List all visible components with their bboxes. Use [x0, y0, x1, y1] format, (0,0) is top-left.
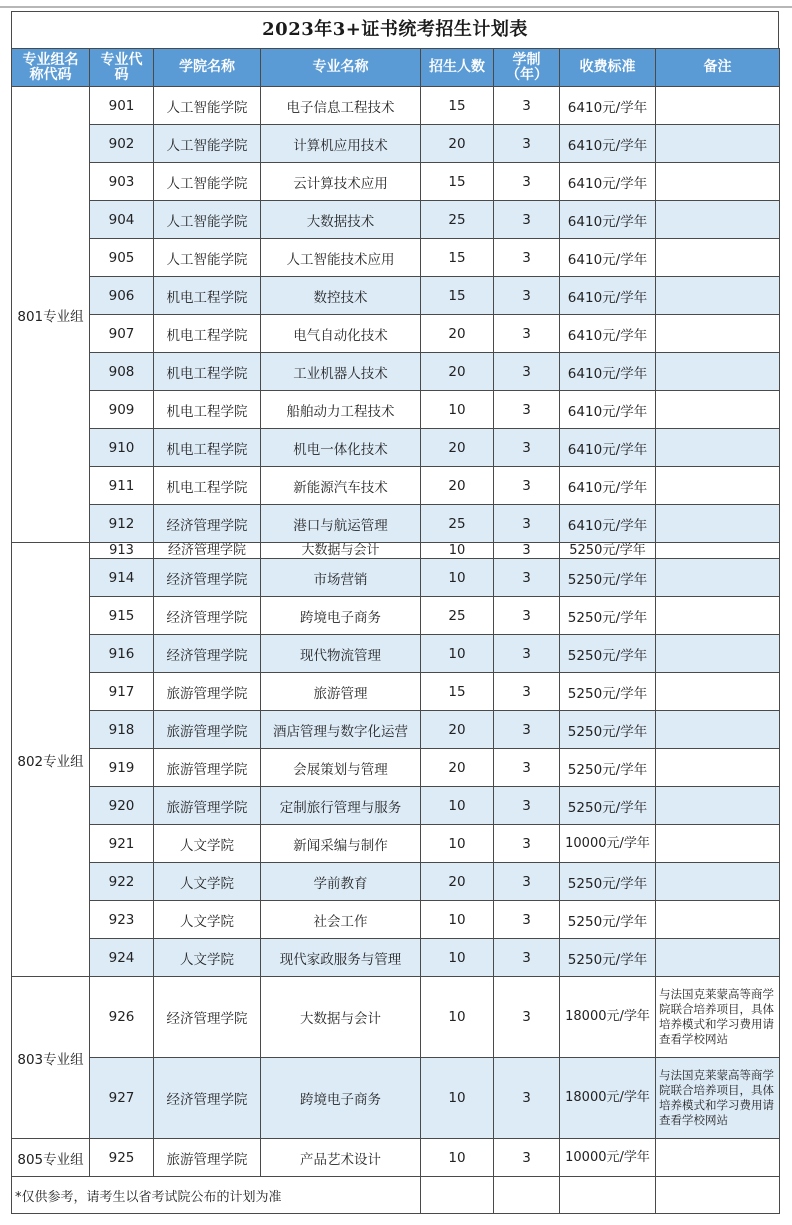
fee-cell: 6410元/学年	[560, 391, 656, 429]
years-cell: 3	[494, 391, 560, 429]
college-cell: 机电工程学院	[154, 391, 261, 429]
note-cell	[656, 543, 780, 559]
table-row	[12, 901, 780, 939]
group-code-cell: 803专业组	[12, 977, 90, 1139]
note-cell	[656, 391, 780, 429]
count-cell: 10	[421, 787, 494, 825]
fee-cell: 5250元/学年	[560, 901, 656, 939]
college-cell: 人文学院	[154, 825, 261, 863]
college-cell: 机电工程学院	[154, 467, 261, 505]
table-row	[12, 863, 780, 901]
college-cell: 人工智能学院	[154, 239, 261, 277]
count-cell: 10	[421, 901, 494, 939]
table-title: 2023年3+证书统考招生计划表	[11, 11, 779, 48]
fee-cell: 6410元/学年	[560, 201, 656, 239]
fee-cell: 18000元/学年	[560, 977, 656, 1058]
major-name-cell: 现代物流管理	[261, 635, 421, 673]
table-row	[12, 505, 780, 543]
footnote-empty-cell	[656, 1177, 780, 1214]
footnote-empty-cell	[421, 1177, 494, 1214]
note-cell	[656, 597, 780, 635]
count-cell: 20	[421, 353, 494, 391]
years-cell: 3	[494, 467, 560, 505]
fee-cell: 6410元/学年	[560, 163, 656, 201]
count-cell: 10	[421, 559, 494, 597]
note-cell	[656, 315, 780, 353]
count-cell: 10	[421, 1139, 494, 1177]
college-cell: 旅游管理学院	[154, 711, 261, 749]
years-cell: 3	[494, 87, 560, 125]
table-row	[12, 429, 780, 467]
college-cell: 旅游管理学院	[154, 749, 261, 787]
major-name-cell: 酒店管理与数字化运营	[261, 711, 421, 749]
fee-cell: 6410元/学年	[560, 315, 656, 353]
count-cell: 25	[421, 505, 494, 543]
college-cell: 机电工程学院	[154, 277, 261, 315]
count-cell: 10	[421, 1058, 494, 1139]
count-cell: 20	[421, 711, 494, 749]
years-cell: 3	[494, 635, 560, 673]
count-cell: 15	[421, 163, 494, 201]
fee-cell: 6410元/学年	[560, 505, 656, 543]
count-cell: 20	[421, 125, 494, 163]
major-name-cell: 跨境电子商务	[261, 1058, 421, 1139]
major-name-cell: 大数据与会计	[261, 977, 421, 1058]
count-cell: 10	[421, 635, 494, 673]
major-name-cell: 大数据与会计	[261, 543, 421, 559]
college-cell: 机电工程学院	[154, 429, 261, 467]
table-row	[12, 391, 780, 429]
major-name-cell: 机电一体化技术	[261, 429, 421, 467]
years-cell: 3	[494, 429, 560, 467]
count-cell: 15	[421, 239, 494, 277]
major-code-cell: 918	[90, 711, 154, 749]
table-row	[12, 597, 780, 635]
college-cell: 经济管理学院	[154, 1058, 261, 1139]
years-cell: 3	[494, 125, 560, 163]
fee-cell: 6410元/学年	[560, 353, 656, 391]
note-cell	[656, 673, 780, 711]
major-name-cell: 新能源汽车技术	[261, 467, 421, 505]
note-cell	[656, 353, 780, 391]
table-row	[12, 825, 780, 863]
years-cell: 3	[494, 863, 560, 901]
college-cell: 人文学院	[154, 939, 261, 977]
major-name-cell: 数控技术	[261, 277, 421, 315]
fee-cell: 6410元/学年	[560, 277, 656, 315]
years-cell: 3	[494, 787, 560, 825]
count-cell: 20	[421, 749, 494, 787]
table-row	[12, 977, 780, 1058]
fee-cell: 5250元/学年	[560, 543, 656, 559]
major-code-cell: 916	[90, 635, 154, 673]
years-cell: 3	[494, 939, 560, 977]
count-cell: 20	[421, 315, 494, 353]
major-code-cell: 919	[90, 749, 154, 787]
note-cell: 与法国克莱蒙高等商学院联合培养项目，具体培养模式和学习费用请查看学校网站	[656, 1058, 780, 1139]
table-row	[12, 787, 780, 825]
table-body	[12, 87, 780, 1177]
fee-cell: 5250元/学年	[560, 635, 656, 673]
major-name-cell: 现代家政服务与管理	[261, 939, 421, 977]
major-name-cell: 云计算技术应用	[261, 163, 421, 201]
college-cell: 经济管理学院	[154, 505, 261, 543]
note-cell	[656, 467, 780, 505]
table-row	[12, 239, 780, 277]
years-cell: 3	[494, 559, 560, 597]
years-cell: 3	[494, 315, 560, 353]
fee-cell: 10000元/学年	[560, 1139, 656, 1177]
count-cell: 10	[421, 391, 494, 429]
college-cell: 人文学院	[154, 863, 261, 901]
major-name-cell: 电气自动化技术	[261, 315, 421, 353]
top-rule	[0, 6, 792, 8]
table-row	[12, 1139, 780, 1177]
fee-cell: 18000元/学年	[560, 1058, 656, 1139]
major-name-cell: 计算机应用技术	[261, 125, 421, 163]
major-code-cell: 925	[90, 1139, 154, 1177]
header-fee: 收费标准	[560, 49, 656, 87]
major-name-cell: 新闻采编与制作	[261, 825, 421, 863]
table-row	[12, 635, 780, 673]
years-cell: 3	[494, 505, 560, 543]
major-name-cell: 人工智能技术应用	[261, 239, 421, 277]
count-cell: 10	[421, 977, 494, 1058]
college-cell: 经济管理学院	[154, 543, 261, 559]
count-cell: 10	[421, 939, 494, 977]
college-cell: 机电工程学院	[154, 315, 261, 353]
note-cell	[656, 429, 780, 467]
fee-cell: 5250元/学年	[560, 787, 656, 825]
count-cell: 10	[421, 825, 494, 863]
years-cell: 3	[494, 277, 560, 315]
major-name-cell: 社会工作	[261, 901, 421, 939]
major-code-cell: 906	[90, 277, 154, 315]
major-name-cell: 旅游管理	[261, 673, 421, 711]
note-cell	[656, 787, 780, 825]
college-cell: 人文学院	[154, 901, 261, 939]
college-cell: 人工智能学院	[154, 163, 261, 201]
major-code-cell: 910	[90, 429, 154, 467]
note-cell	[656, 825, 780, 863]
count-cell: 10	[421, 543, 494, 559]
major-code-cell: 901	[90, 87, 154, 125]
table-row	[12, 315, 780, 353]
years-cell: 3	[494, 1139, 560, 1177]
header-years: 学制（年）	[494, 49, 560, 87]
table-row	[12, 939, 780, 977]
college-cell: 旅游管理学院	[154, 787, 261, 825]
years-cell: 3	[494, 711, 560, 749]
fee-cell: 5250元/学年	[560, 597, 656, 635]
fee-cell: 6410元/学年	[560, 467, 656, 505]
major-code-cell: 915	[90, 597, 154, 635]
header-major-code: 专业代码	[90, 49, 154, 87]
note-cell	[656, 559, 780, 597]
major-code-cell: 904	[90, 201, 154, 239]
major-name-cell: 定制旅行管理与服务	[261, 787, 421, 825]
table-row	[12, 163, 780, 201]
fee-cell: 5250元/学年	[560, 711, 656, 749]
header-college: 学院名称	[154, 49, 261, 87]
college-cell: 旅游管理学院	[154, 1139, 261, 1177]
note-cell: 与法国克莱蒙高等商学院联合培养项目，具体培养模式和学习费用请查看学校网站	[656, 977, 780, 1058]
count-cell: 20	[421, 863, 494, 901]
header-count: 招生人数	[421, 49, 494, 87]
footnote-empty-cell	[494, 1177, 560, 1214]
years-cell: 3	[494, 825, 560, 863]
college-cell: 人工智能学院	[154, 125, 261, 163]
footnote: *仅供参考，请考生以省考试院公布的计划为准	[12, 1177, 421, 1214]
fee-cell: 5250元/学年	[560, 863, 656, 901]
table-row	[12, 353, 780, 391]
years-cell: 3	[494, 163, 560, 201]
count-cell: 15	[421, 87, 494, 125]
college-cell: 经济管理学院	[154, 977, 261, 1058]
note-cell	[656, 711, 780, 749]
major-code-cell: 907	[90, 315, 154, 353]
major-code-cell: 902	[90, 125, 154, 163]
group-code-cell: 801专业组	[12, 87, 90, 543]
fee-cell: 10000元/学年	[560, 825, 656, 863]
note-cell	[656, 125, 780, 163]
major-code-cell: 905	[90, 239, 154, 277]
major-code-cell: 913	[90, 543, 154, 559]
note-cell	[656, 277, 780, 315]
enrollment-plan-sheet	[11, 11, 779, 1214]
years-cell: 3	[494, 673, 560, 711]
major-name-cell: 产品艺术设计	[261, 1139, 421, 1177]
major-code-cell: 917	[90, 673, 154, 711]
table-row	[12, 673, 780, 711]
years-cell: 3	[494, 239, 560, 277]
note-cell	[656, 87, 780, 125]
major-code-cell: 924	[90, 939, 154, 977]
fee-cell: 6410元/学年	[560, 429, 656, 467]
note-cell	[656, 239, 780, 277]
college-cell: 机电工程学院	[154, 353, 261, 391]
major-name-cell: 港口与航运管理	[261, 505, 421, 543]
years-cell: 3	[494, 901, 560, 939]
table-row	[12, 467, 780, 505]
table-row	[12, 87, 780, 125]
major-code-cell: 912	[90, 505, 154, 543]
major-name-cell: 大数据技术	[261, 201, 421, 239]
fee-cell: 6410元/学年	[560, 125, 656, 163]
note-cell	[656, 939, 780, 977]
major-code-cell: 911	[90, 467, 154, 505]
major-name-cell: 市场营销	[261, 559, 421, 597]
major-code-cell: 926	[90, 977, 154, 1058]
header-major-name: 专业名称	[261, 49, 421, 87]
note-cell	[656, 505, 780, 543]
footnote-empty-cell	[560, 1177, 656, 1214]
group-code-cell: 802专业组	[12, 543, 90, 977]
table-row	[12, 711, 780, 749]
table-row	[12, 277, 780, 315]
years-cell: 3	[494, 1058, 560, 1139]
years-cell: 3	[494, 597, 560, 635]
years-cell: 3	[494, 201, 560, 239]
note-cell	[656, 635, 780, 673]
enrollment-plan-table	[11, 48, 780, 1214]
major-code-cell: 922	[90, 863, 154, 901]
major-name-cell: 工业机器人技术	[261, 353, 421, 391]
major-name-cell: 会展策划与管理	[261, 749, 421, 787]
header-group-code: 专业组名称代码	[12, 49, 90, 87]
fee-cell: 5250元/学年	[560, 673, 656, 711]
note-cell	[656, 201, 780, 239]
header-note: 备注	[656, 49, 780, 87]
major-name-cell: 学前教育	[261, 863, 421, 901]
years-cell: 3	[494, 749, 560, 787]
fee-cell: 6410元/学年	[560, 239, 656, 277]
major-code-cell: 927	[90, 1058, 154, 1139]
fee-cell: 5250元/学年	[560, 749, 656, 787]
major-code-cell: 914	[90, 559, 154, 597]
college-cell: 经济管理学院	[154, 559, 261, 597]
fee-cell: 5250元/学年	[560, 559, 656, 597]
major-code-cell: 908	[90, 353, 154, 391]
note-cell	[656, 1139, 780, 1177]
college-cell: 人工智能学院	[154, 201, 261, 239]
table-row	[12, 559, 780, 597]
years-cell: 3	[494, 977, 560, 1058]
table-row	[12, 749, 780, 787]
college-cell: 旅游管理学院	[154, 673, 261, 711]
college-cell: 经济管理学院	[154, 635, 261, 673]
header-row	[12, 49, 780, 87]
major-code-cell: 903	[90, 163, 154, 201]
count-cell: 20	[421, 429, 494, 467]
major-code-cell: 909	[90, 391, 154, 429]
major-code-cell: 921	[90, 825, 154, 863]
major-name-cell: 跨境电子商务	[261, 597, 421, 635]
major-code-cell: 920	[90, 787, 154, 825]
note-cell	[656, 163, 780, 201]
major-name-cell: 船舶动力工程技术	[261, 391, 421, 429]
college-cell: 经济管理学院	[154, 597, 261, 635]
note-cell	[656, 901, 780, 939]
count-cell: 25	[421, 597, 494, 635]
years-cell: 3	[494, 543, 560, 559]
count-cell: 15	[421, 277, 494, 315]
table-row	[12, 125, 780, 163]
major-name-cell: 电子信息工程技术	[261, 87, 421, 125]
note-cell	[656, 749, 780, 787]
count-cell: 25	[421, 201, 494, 239]
note-cell	[656, 863, 780, 901]
table-row	[12, 1058, 780, 1139]
table-row	[12, 201, 780, 239]
count-cell: 20	[421, 467, 494, 505]
table-row	[12, 543, 780, 559]
fee-cell: 6410元/学年	[560, 87, 656, 125]
years-cell: 3	[494, 353, 560, 391]
fee-cell: 5250元/学年	[560, 939, 656, 977]
footnote-row	[12, 1177, 780, 1214]
major-code-cell: 923	[90, 901, 154, 939]
group-code-cell: 805专业组	[12, 1139, 90, 1177]
count-cell: 15	[421, 673, 494, 711]
college-cell: 人工智能学院	[154, 87, 261, 125]
